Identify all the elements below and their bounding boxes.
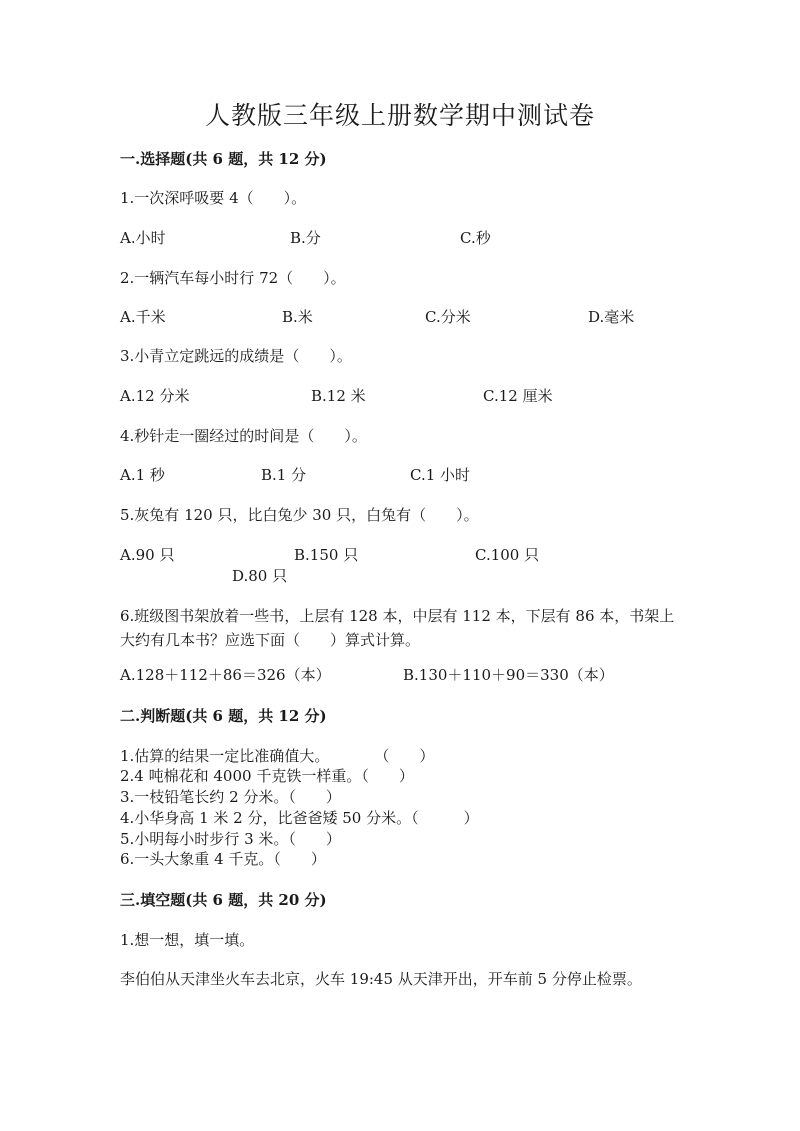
option-b: B.米 (282, 308, 313, 326)
option-b: B.12 米 (311, 387, 366, 405)
question-stem: 6.班级图书架放着一些书，上层有 128 本，中层有 112 本，下层有 86 本，书架上大约有几本书？应选下面（ ）算式计算。 (120, 607, 675, 649)
question-stem: 1.一次深呼吸要 4（ ）。 (120, 189, 307, 207)
option-d: D.毫米 (588, 308, 635, 326)
question-stem: 4.秒针走一圈经过的时间是（ ）。 (120, 427, 367, 445)
question-stem: 2.一辆汽车每小时行 72（ ）。 (120, 269, 346, 287)
judge-item: 5.小明每小时步行 3 米。（ ） (120, 830, 341, 848)
option-a: A.90 只 (120, 546, 175, 564)
option-c: C.分米 (425, 308, 471, 326)
option-c: C.1 小时 (410, 466, 471, 484)
option-a: A.12 分米 (120, 387, 190, 405)
question-stem: 5.灰兔有 120 只，比白兔少 30 只，白兔有（ ）。 (120, 506, 479, 524)
option-b: B.1 分 (261, 466, 307, 484)
question-text: 李伯伯从天津坐火车去北京，火车 19:45 从天津开出，开车前 5 分停止检票。 (120, 970, 642, 988)
option-b: B.分 (290, 229, 321, 247)
judge-item: 3.一枝铅笔长约 2 分米。（ ） (120, 788, 341, 806)
option-a: A.128＋112＋86＝326（本） (120, 666, 331, 684)
section-heading-choice: 一.选择题(共 6 题，共 12 分) (120, 150, 327, 168)
option-a: A.千米 (120, 308, 166, 326)
judge-item: 2.4 吨棉花和 4000 千克铁一样重。（ ） (120, 767, 414, 785)
option-d: D.80 只 (232, 567, 288, 585)
section-heading-judge: 二.判断题(共 6 题，共 12 分) (120, 707, 327, 725)
judge-item: 6.一头大象重 4 千克。（ ） (120, 850, 326, 868)
option-c: C.12 厘米 (483, 387, 553, 405)
option-c: C.100 只 (475, 546, 540, 564)
option-c: C.秒 (460, 229, 491, 247)
option-b: B.150 只 (294, 546, 359, 564)
question-stem: 3.小青立定跳远的成绩是（ ）。 (120, 347, 352, 365)
page-title: 人教版三年级上册数学期中测试卷 (204, 101, 595, 130)
option-a: A.小时 (120, 229, 166, 247)
question-stem: 1.想一想，填一填。 (120, 931, 255, 949)
judge-item: 1.估算的结果一定比准确值大。 （ ） (120, 747, 435, 765)
section-heading-fill: 三.填空题(共 6 题，共 20 分) (120, 891, 327, 909)
judge-item: 4.小华身高 1 米 2 分，比爸爸矮 50 分米。（ ） (120, 809, 479, 827)
option-b: B.130＋110＋90＝330（本） (403, 666, 614, 684)
option-a: A.1 秒 (120, 466, 165, 484)
